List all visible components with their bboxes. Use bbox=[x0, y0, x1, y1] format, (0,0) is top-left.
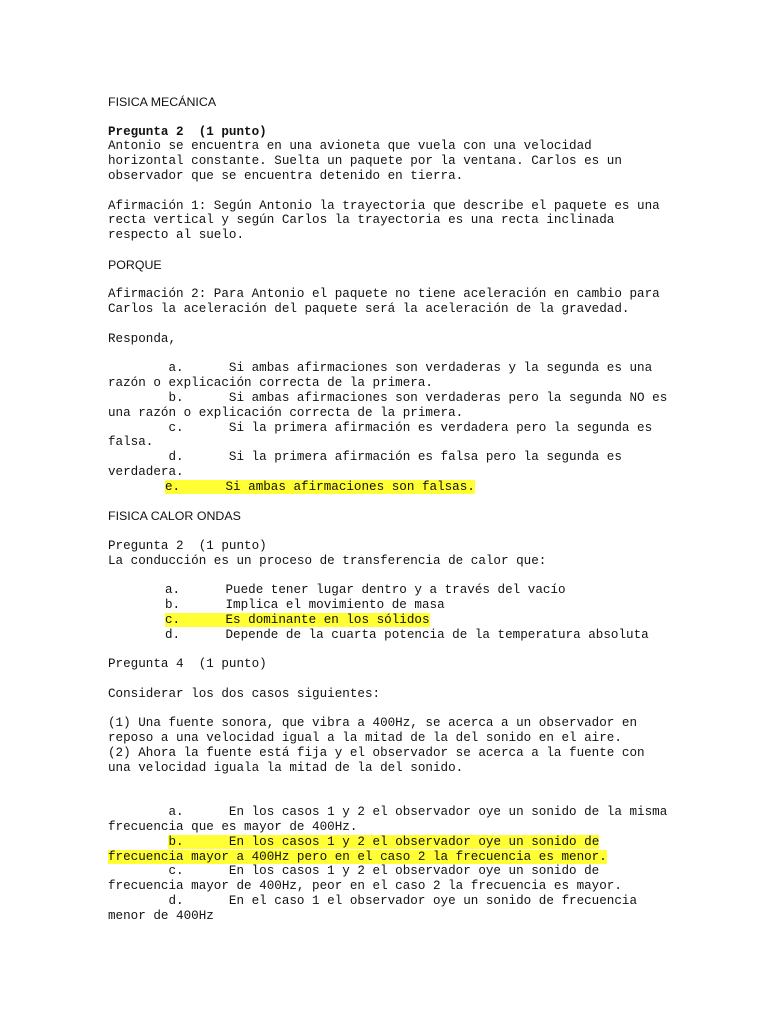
option-b-line1: b. Si ambas afirmaciones son verdaderas pero la segunda NO es bbox=[108, 390, 668, 405]
afirmacion-2-line: Afirmación 2: Para Antonio el paquete no tiene aceleración en cambio para bbox=[108, 287, 660, 302]
afirmacion-1-line: Afirmación 1: Según Antonio la trayectoria que describe el paquete es una bbox=[108, 198, 660, 213]
option-a-line2: razón o explicación correcta de la primera. bbox=[108, 376, 433, 391]
question-title: Pregunta 2 (1 punto) bbox=[108, 538, 267, 553]
highlighted-answer: c. Es dominante en los sólidos bbox=[165, 612, 430, 627]
document-page bbox=[108, 95, 668, 924]
question-stem: La conducción es un proceso de transferencia de calor que: bbox=[108, 553, 547, 568]
q4-case-line: (1) Una fuente sonora, que vibra a 400Hz, se acerca a un observador en bbox=[108, 716, 638, 731]
q2-option-d: d. Depende de la cuarta potencia de la temperatura absoluta bbox=[165, 627, 649, 642]
q4-case-line: una velocidad iguala la mitad de la del sonido. bbox=[108, 760, 464, 775]
highlighted-answer: b. En los casos 1 y 2 el observador oye un sonido de bbox=[168, 834, 600, 849]
porque-label: PORQUE bbox=[108, 257, 162, 272]
q4-case-line: reposo a una velocidad igual a la mitad de la del sonido en el aire. bbox=[108, 731, 622, 746]
question-stem-line: horizontal constante. Suelta un paquete por la ventana. Carlos es un bbox=[108, 154, 622, 169]
option-a-line1: a. Si ambas afirmaciones son verdaderas y la segunda es una bbox=[108, 361, 653, 376]
section-heading-mecanica: FISICA MECÁNICA bbox=[108, 95, 217, 109]
option-c-line2: falsa. bbox=[108, 435, 154, 450]
q4-option-c-line2: frecuencia mayor de 400Hz, peor en el caso 2 la frecuencia es mayor. bbox=[108, 879, 622, 894]
question-title: Pregunta 2 (1 punto) bbox=[108, 124, 267, 139]
q4-intro: Considerar los dos casos siguientes: bbox=[108, 686, 381, 701]
q4-option-d-line2: menor de 400Hz bbox=[108, 908, 214, 923]
highlighted-answer: frecuencia mayor a 400Hz pero en el caso 2 la frecuencia es menor. bbox=[108, 849, 607, 864]
q4-option-b-line1 bbox=[108, 835, 668, 850]
q4-option-a-line1: a. En los casos 1 y 2 el observador oye un sonido de la misma bbox=[108, 805, 668, 820]
section-heading-calor-ondas: FISICA CALOR ONDAS bbox=[108, 509, 241, 524]
option-b-line2: una razón o explicación correcta de la primera. bbox=[108, 405, 464, 420]
question-stem-line: observador que se encuentra detenido en tierra. bbox=[108, 168, 464, 183]
afirmacion-1-line: respecto al suelo. bbox=[108, 228, 245, 243]
responda-label: Responda, bbox=[108, 331, 177, 346]
afirmacion-1-line: recta vertical y según Carlos la trayectoria es una recta inclinada bbox=[108, 213, 615, 228]
option-d-line1: d. Si la primera afirmación es falsa pero la segunda es bbox=[108, 450, 622, 465]
q2-option-c bbox=[108, 613, 668, 628]
option-c-line1: c. Si la primera afirmación es verdadera pero la segunda es bbox=[108, 420, 653, 435]
q4-option-d-line1: d. En el caso 1 el observador oye un sonido de frecuencia bbox=[108, 894, 638, 909]
highlighted-answer: e. Si ambas afirmaciones son falsas. bbox=[165, 479, 475, 494]
option-e-line bbox=[108, 480, 668, 495]
option-d-line2: verdadera. bbox=[108, 464, 184, 479]
question-title: Pregunta 4 (1 punto) bbox=[108, 657, 267, 672]
afirmacion-2-line: Carlos la aceleración del paquete será la aceleración de la gravedad. bbox=[108, 302, 630, 317]
question-stem-line: Antonio se encuentra en una avioneta que vuela con una velocidad bbox=[108, 139, 592, 154]
q4-option-a-line2: frecuencia que es mayor de 400Hz. bbox=[108, 820, 358, 835]
q2-option-a: a. Puede tener lugar dentro y a través del vacío bbox=[165, 583, 566, 598]
q4-option-b-line2 bbox=[108, 850, 668, 865]
q2-option-b: b. Implica el movimiento de masa bbox=[165, 598, 445, 613]
q4-option-c-line1: c. En los casos 1 y 2 el observador oye un sonido de bbox=[108, 864, 600, 879]
q4-case-line: (2) Ahora la fuente está fija y el observador se acerca a la fuente con bbox=[108, 746, 645, 761]
